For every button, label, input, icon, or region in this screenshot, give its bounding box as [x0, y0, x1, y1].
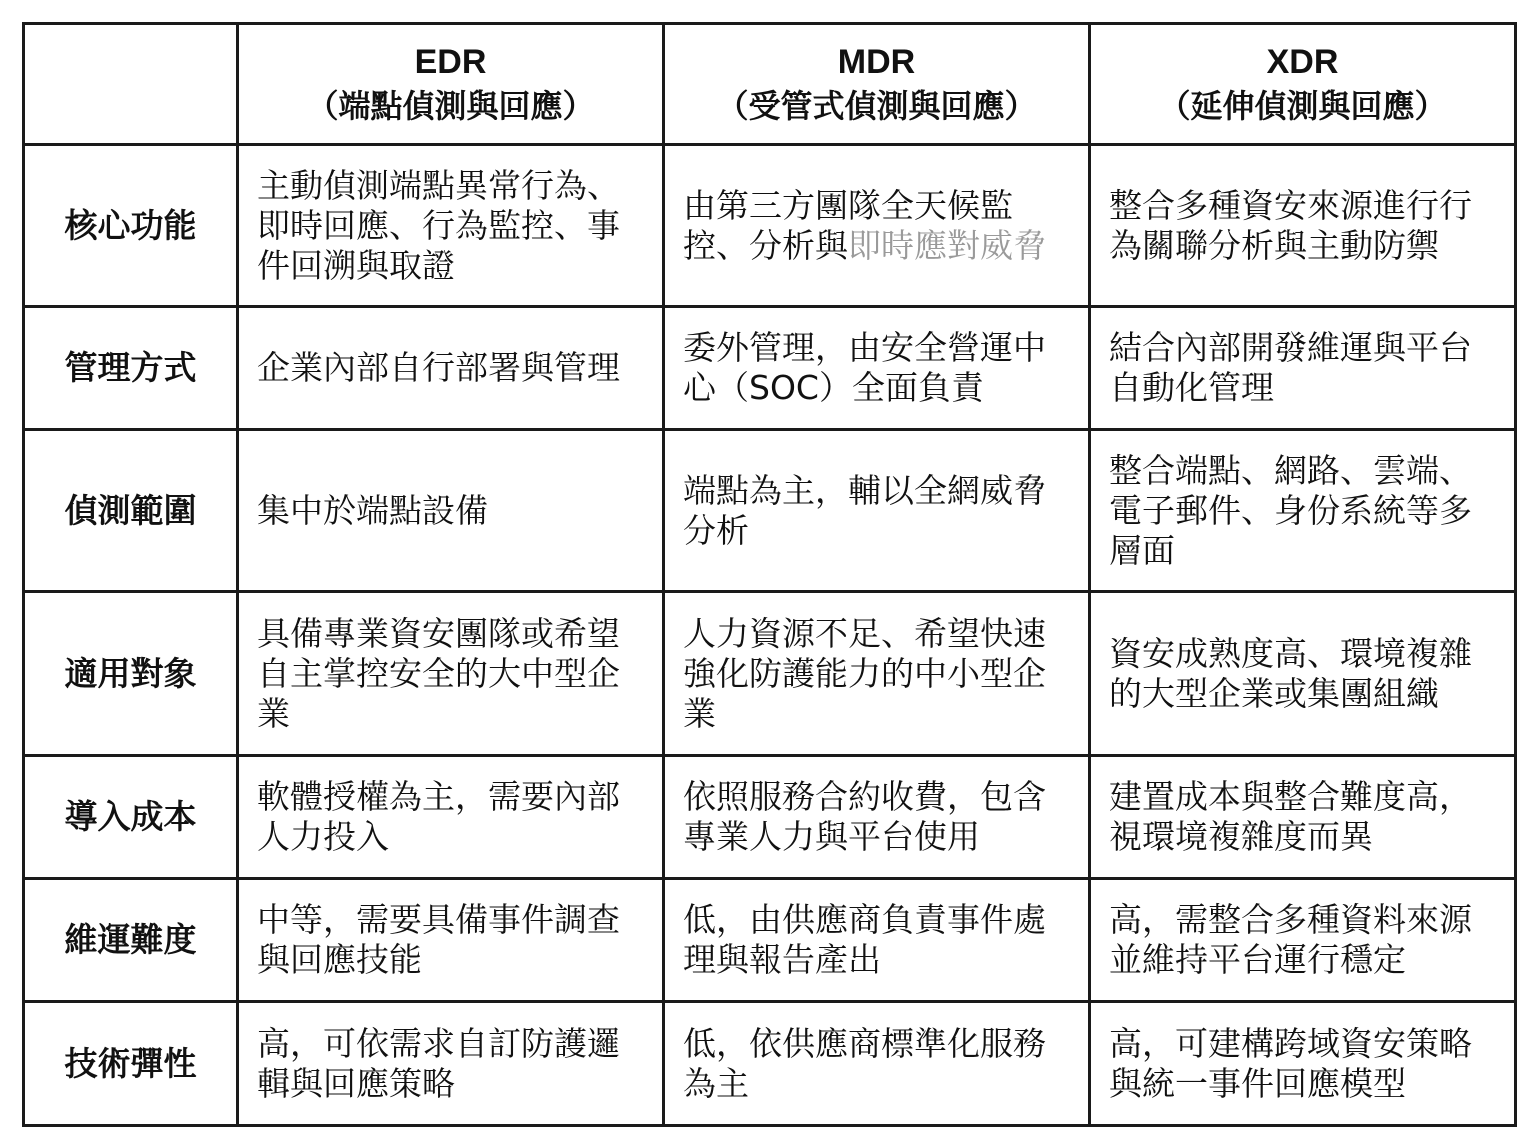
header-mdr-full: （受管式偵測與回應） [716, 87, 1037, 125]
header-mdr [664, 24, 1090, 145]
header-mdr-abbr: MDR [837, 43, 916, 81]
cell-xdr: 高，需整合多種資料來源並維持平台運行穩定 [1090, 879, 1516, 1002]
cell-xdr: 結合內部開發維運與平台自動化管理 [1090, 307, 1516, 430]
header-edr [238, 24, 664, 145]
row-label: 適用對象 [24, 592, 238, 756]
row-label: 偵測範圍 [24, 430, 238, 592]
table-row-cost [24, 756, 1516, 879]
table-row-management [24, 307, 1516, 430]
table-row-ops-difficulty [24, 879, 1516, 1002]
header-xdr-full: （延伸偵測與回應） [1158, 87, 1447, 125]
header-edr-abbr: EDR [414, 43, 487, 81]
row-label: 核心功能 [24, 145, 238, 307]
cell-mdr-muted-text: 即時應對威脅 [848, 225, 1046, 265]
cell-mdr: 依照服務合約收費，包含專業人力與平台使用 [664, 756, 1090, 879]
cell-mdr-text: 由第三方團隊全天候監控、分析與 [683, 185, 1013, 265]
header-row [24, 24, 1516, 145]
cell-mdr [664, 145, 1090, 307]
cell-mdr: 端點為主，輔以全網威脅分析 [664, 430, 1090, 592]
table-row-flexibility [24, 1002, 1516, 1126]
cell-mdr: 人力資源不足、希望快速強化防護能力的中小型企業 [664, 592, 1090, 756]
cell-edr: 集中於端點設備 [238, 430, 664, 592]
cell-xdr: 資安成熟度高、環境複雜的大型企業或集團組織 [1090, 592, 1516, 756]
header-xdr [1090, 24, 1516, 145]
table-row-target-audience [24, 592, 1516, 756]
cell-edr: 企業內部自行部署與管理 [238, 307, 664, 430]
cell-xdr: 整合多種資安來源進行行為關聯分析與主動防禦 [1090, 145, 1516, 307]
cell-mdr: 低，由供應商負責事件處理與報告產出 [664, 879, 1090, 1002]
cell-edr: 軟體授權為主，需要內部人力投入 [238, 756, 664, 879]
row-label: 技術彈性 [24, 1002, 238, 1126]
cell-edr: 主動偵測端點異常行為、即時回應、行為監控、事件回溯與取證 [238, 145, 664, 307]
header-xdr-abbr: XDR [1266, 43, 1339, 81]
cell-xdr: 建置成本與整合難度高，視環境複雜度而異 [1090, 756, 1516, 879]
row-label: 管理方式 [24, 307, 238, 430]
header-edr-full: （端點偵測與回應） [306, 87, 595, 125]
cell-edr: 高，可依需求自訂防護邏輯與回應策略 [238, 1002, 664, 1126]
row-label: 維運難度 [24, 879, 238, 1002]
row-label: 導入成本 [24, 756, 238, 879]
header-corner [24, 24, 238, 145]
cell-xdr: 整合端點、網路、雲端、電子郵件、身份系統等多層面 [1090, 430, 1516, 592]
cell-edr: 中等，需要具備事件調查與回應技能 [238, 879, 664, 1002]
cell-xdr: 高，可建構跨域資安策略與統一事件回應模型 [1090, 1002, 1516, 1126]
table-row-detection-scope [24, 430, 1516, 592]
cell-mdr: 委外管理，由安全營運中心（SOC）全面負責 [664, 307, 1090, 430]
table-row-core-function [24, 145, 1516, 307]
cell-edr: 具備專業資安團隊或希望自主掌控安全的大中型企業 [238, 592, 664, 756]
comparison-table [22, 22, 1517, 1127]
cell-mdr: 低，依供應商標準化服務為主 [664, 1002, 1090, 1126]
